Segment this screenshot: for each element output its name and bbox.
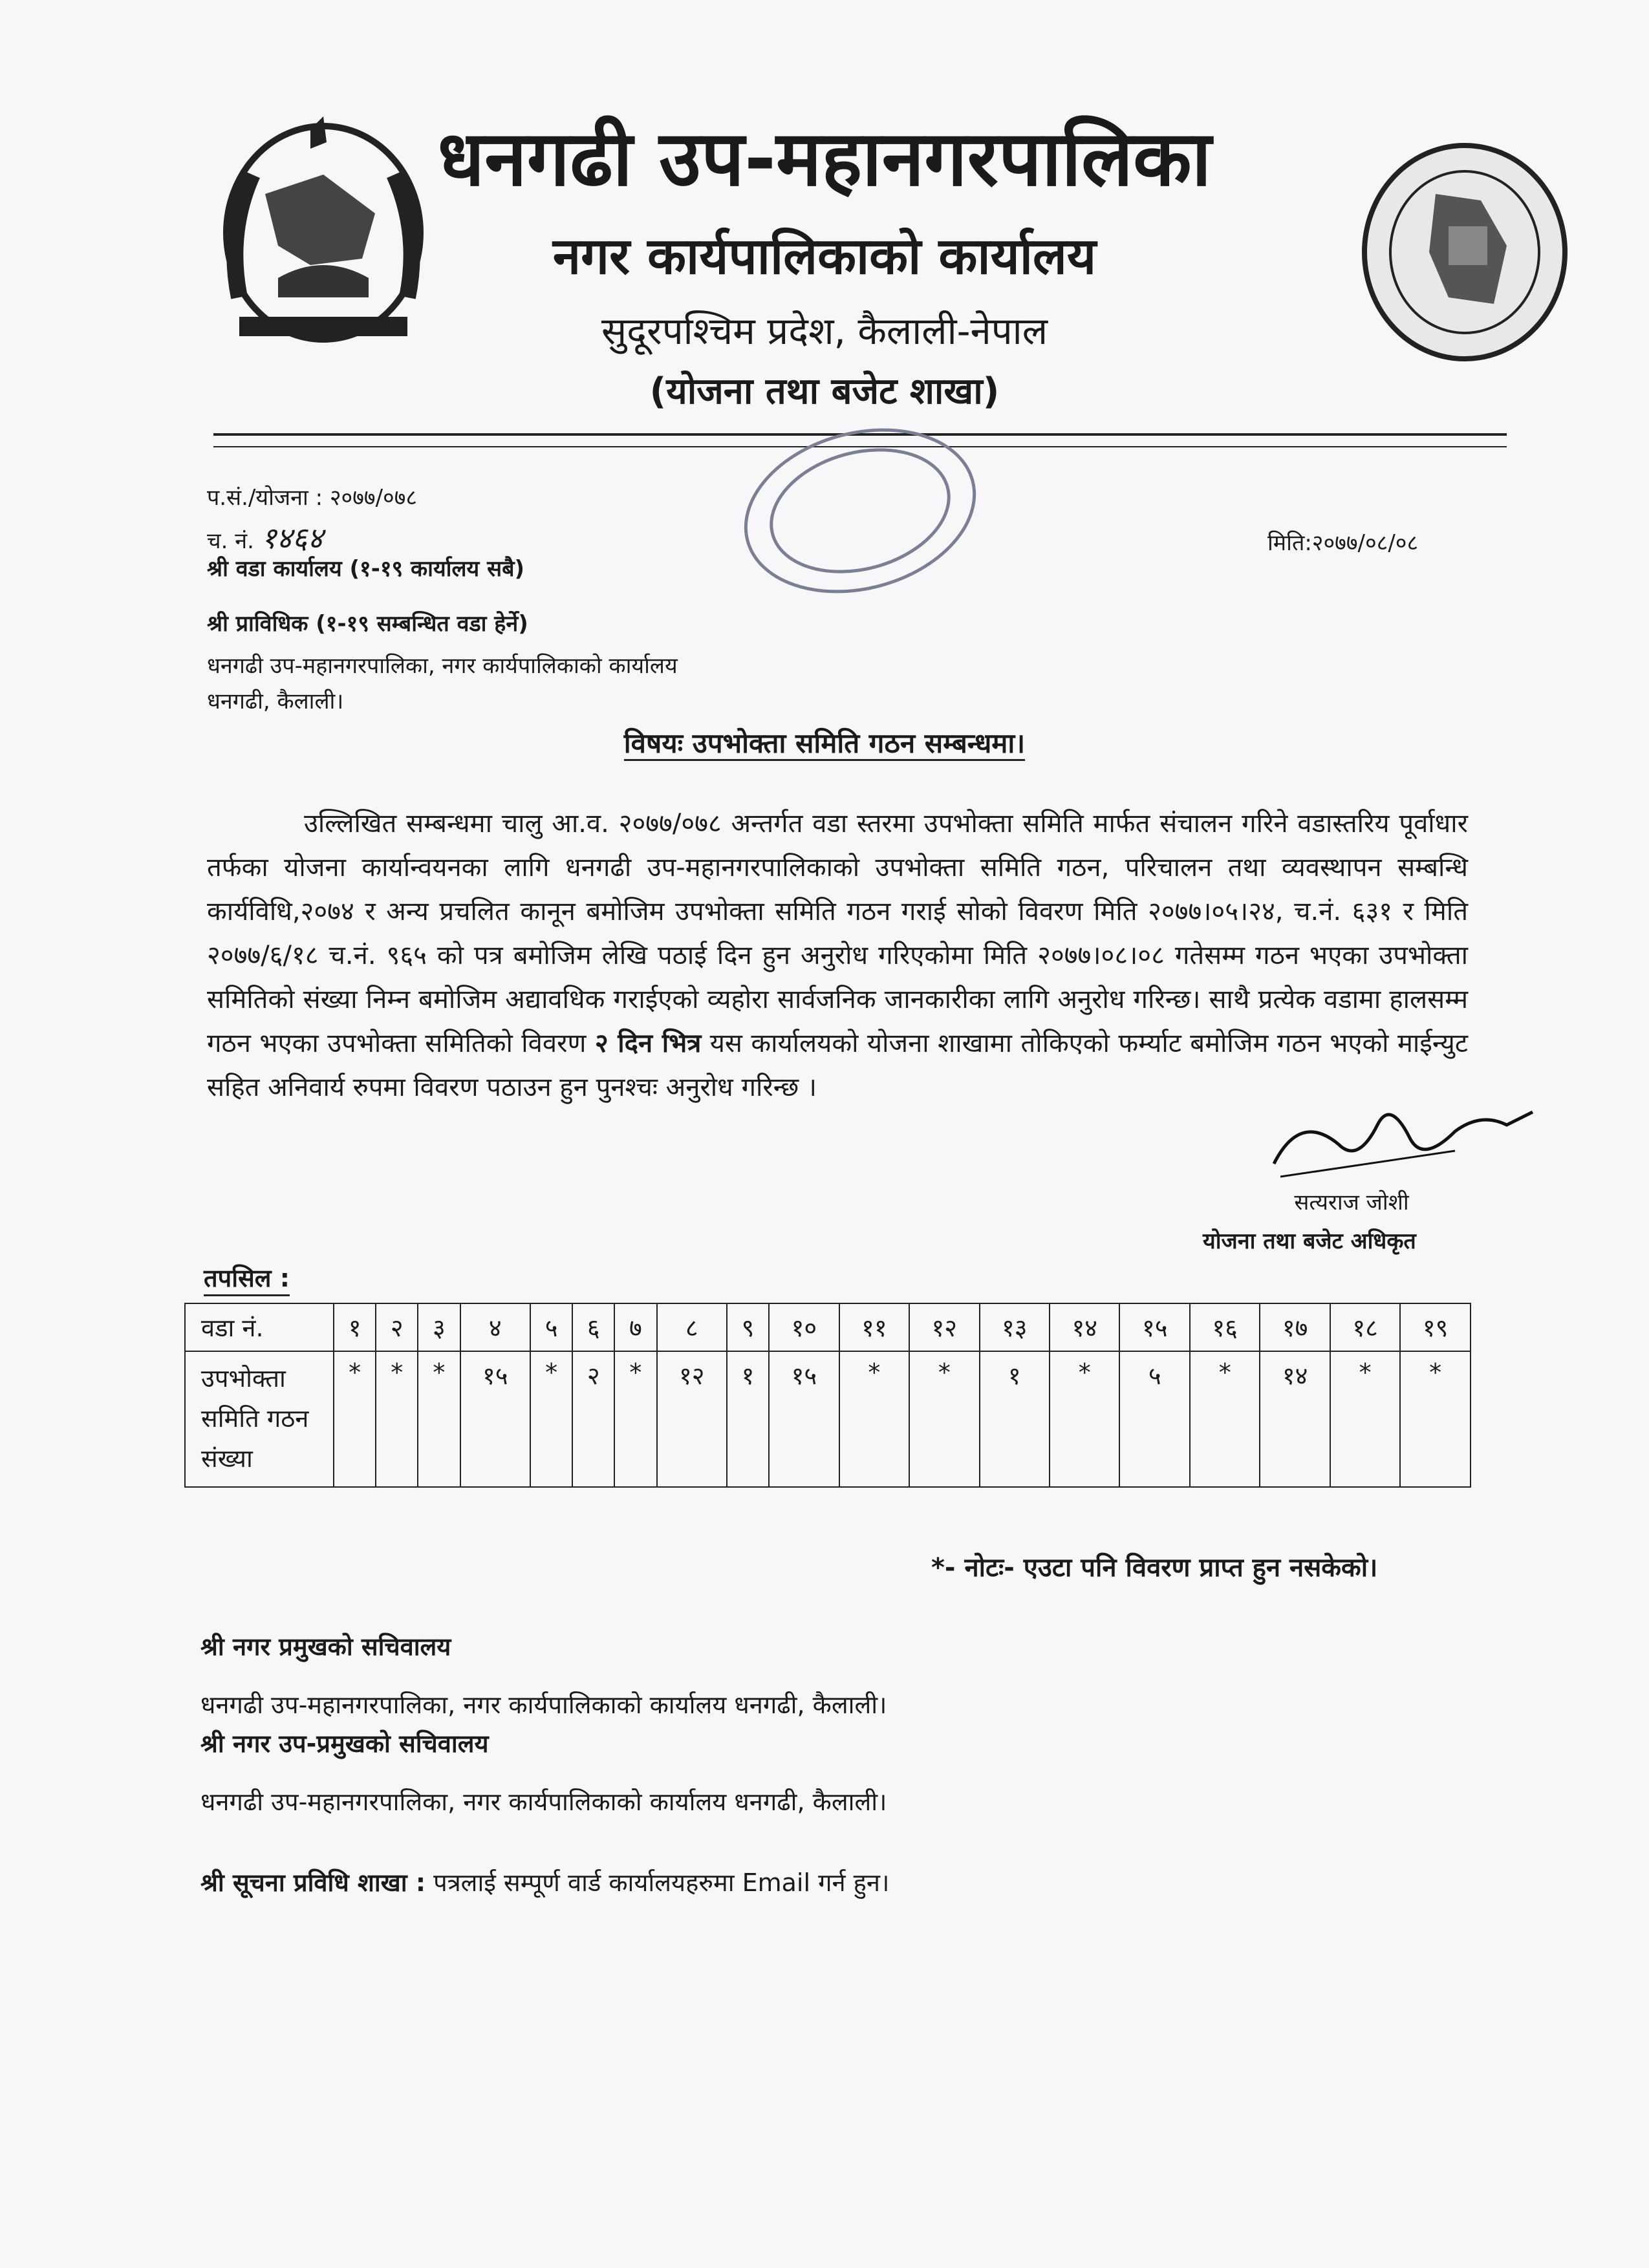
count-cell: * — [530, 1351, 572, 1487]
signer-name: सत्यराज जोशी — [1294, 1190, 1409, 1215]
body-emphasis: २ दिन भित्र — [594, 1029, 702, 1058]
letter-date: मिति:२०७७/०८/०८ — [1267, 530, 1419, 556]
count-cell: * — [376, 1351, 418, 1487]
ward-cell: ११ — [839, 1303, 909, 1351]
office-address: सुदूरपश्चिम प्रदेश, कैलाली-नेपाल — [601, 309, 1048, 353]
count-cell: * — [1190, 1351, 1260, 1487]
ward-number-header: वडा नं. — [185, 1303, 334, 1351]
count-cell: ५ — [1119, 1351, 1189, 1487]
signer-title: योजना तथा बजेट अधिकृत — [1203, 1228, 1416, 1254]
dispatch-number: १४६४ — [261, 520, 323, 555]
count-cell: * — [1400, 1351, 1471, 1487]
reference-value: २०७७/०७८ — [329, 485, 418, 511]
letter-subject: विषयः उपभोक्ता समिति गठन सम्बन्धमा। — [624, 727, 1025, 761]
count-cell: १२ — [657, 1351, 727, 1487]
count-cell: * — [418, 1351, 460, 1487]
recipient-ward: श्री वडा कार्यालय (१-१९ कार्यालय सबै) — [207, 556, 525, 582]
ward-cell: ३ — [418, 1303, 460, 1351]
dispatch-line — [207, 517, 323, 557]
committee-count-header: उपभोक्ता समिति गठन संख्या — [185, 1351, 334, 1487]
cc-it-text: पत्रलाई सम्पूर्ण वार्ड कार्यालयहरुमा Email गर्न हुन। — [433, 1868, 890, 1897]
office-name: नगर कार्यपालिकाको कार्यालय — [552, 228, 1097, 286]
recipient-address-2: धनगढी, कैलाली। — [207, 689, 344, 714]
ward-cell: १० — [769, 1303, 839, 1351]
count-cell: * — [334, 1351, 376, 1487]
cc-deputy-title: श्री नगर उप-प्रमुखको सचिवालय — [200, 1729, 489, 1758]
count-cell: १४ — [1260, 1351, 1330, 1487]
table-caption: तपसिल : — [204, 1261, 290, 1296]
table-note: *- नोटः- एउटा पनि विवरण प्राप्त हुन नसकेको। — [931, 1553, 1378, 1583]
count-cell: १ — [727, 1351, 769, 1487]
ward-cell: ४ — [460, 1303, 530, 1351]
committee-count-row — [185, 1351, 1471, 1487]
ward-cell: २ — [376, 1303, 418, 1351]
reference-label: प.सं./योजना : — [207, 485, 323, 511]
ward-cell: ९ — [727, 1303, 769, 1351]
ward-number-row — [185, 1303, 1471, 1351]
ward-cell: १८ — [1330, 1303, 1400, 1351]
cc-deputy-address: धनगढी उप-महानगरपालिका, नगर कार्यपालिकाको कार्यालय धनगढी, कैलाली। — [200, 1788, 887, 1816]
cc-it-line — [200, 1865, 889, 1899]
count-cell: १५ — [769, 1351, 839, 1487]
ward-cell: १७ — [1260, 1303, 1330, 1351]
branch-name: (योजना तथा बजेट शाखा) — [649, 370, 1000, 412]
letter-body — [207, 802, 1468, 1109]
cc-it-title: श्री सूचना प्रविधि शाखा : — [200, 1868, 426, 1897]
count-cell: * — [614, 1351, 656, 1487]
org-name: धनगढी उप-महानगरपालिका — [437, 114, 1212, 203]
count-cell: * — [1050, 1351, 1119, 1487]
count-cell: १५ — [460, 1351, 530, 1487]
recipient-technical: श्री प्राविधिक (१-१९ सम्बन्धित वडा हेर्ने) — [207, 611, 528, 637]
count-cell: २ — [572, 1351, 614, 1487]
count-cell: * — [1330, 1351, 1400, 1487]
ward-cell: १२ — [909, 1303, 979, 1351]
body-text-1: उल्लिखित सम्बन्धमा चालु आ.व. २०७७/०७८ अन्तर्गत वडा स्तरमा उपभोक्ता समिति मार्फत संचालन गरिने वडास्तरिय पूर्वाधार तर्फका योजना कार्यान्वयनका लागि धनगढी उप-महानगरपालिकाको उपभोक्ता समिति गठन, परिचालन तथा व्यवस्थापन सम्बन्धि कार्यविधि,२०७४ र अन्य प्रचलित कानून बमोजिम उपभोक्ता समिति गठन गराई सोको विवरण मिति २०७७।०५।२४, च.नं. ६३१ र मिति २०७७/६/१८ च.नं. ९६५ को पत्र बमोजिम लेखि पठाई दिन हुन अनुरोध गरिएकोमा मिति २०७७।०८।०८ गतेसम्म गठन भएका उपभोक्ता समितिको संख्या निम्न बमोजिम अद्यावधिक गराईएको व्यहोरा सार्वजनिक जानकारीका लागि अनुरोध गरिन्छ। साथै प्रत्येक वडामा हालसम्म गठन भएका उपभोक्ता समितिको विवरण — [207, 809, 1469, 1058]
ward-cell: ५ — [530, 1303, 572, 1351]
ward-cell: ६ — [572, 1303, 614, 1351]
cc-mayor-address: धनगढी उप-महानगरपालिका, नगर कार्यपालिकाको कार्यालय धनगढी, कैलाली। — [200, 1691, 887, 1719]
ward-cell: १ — [334, 1303, 376, 1351]
committee-table — [184, 1303, 1471, 1488]
cc-mayor-title: श्री नगर प्रमुखको सचिवालय — [200, 1632, 451, 1661]
office-stamp-icon — [724, 414, 996, 608]
count-cell: * — [839, 1351, 909, 1487]
count-cell: * — [909, 1351, 979, 1487]
ward-cell: ७ — [614, 1303, 656, 1351]
ward-cell: १३ — [980, 1303, 1050, 1351]
count-cell: १ — [980, 1351, 1050, 1487]
signature-icon — [1261, 1086, 1552, 1196]
reference-line — [207, 482, 417, 511]
ward-cell: १९ — [1400, 1303, 1471, 1351]
recipient-address-1: धनगढी उप-महानगरपालिका, नगर कार्यपालिकाको कार्यालय — [207, 653, 678, 679]
ward-cell: १५ — [1119, 1303, 1189, 1351]
ward-cell: ८ — [657, 1303, 727, 1351]
ward-cell: १४ — [1050, 1303, 1119, 1351]
dispatch-label: च. नं. — [207, 528, 254, 554]
body-text-2: यस कार्यालयको योजना शाखामा तोकिएको फर्म्याट बमोजिम गठन भएको माईन्युट सहित अनिवार्य रुपमा विवरण पठाउन हुन पुनश्चः अनुरोध गरिन्छ । — [207, 1029, 1469, 1102]
ward-cell: १६ — [1190, 1303, 1260, 1351]
